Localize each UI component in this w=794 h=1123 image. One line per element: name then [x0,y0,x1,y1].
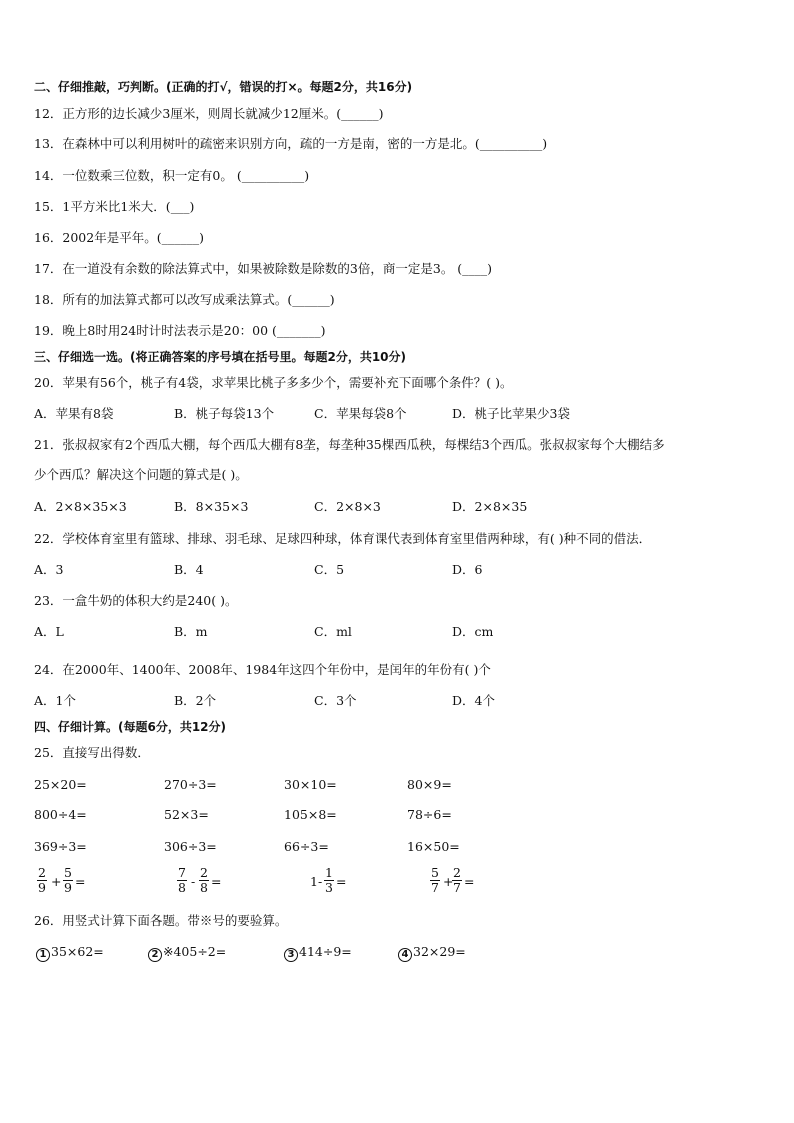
denominator: 8 [178,880,186,895]
circled-number: 1 [36,948,50,962]
question-23-options [34,623,554,641]
option-c: C．3个 [314,693,357,708]
mental-math-item: 306÷3= [164,839,217,854]
option-d: D．cm [452,624,494,639]
calc-expression: 35×62= [51,944,104,959]
section-2-heading: 二、仔细推敲，巧判断。(正确的打√，错误的打×。每题2分，共16分) [34,80,413,94]
mental-math-item: 369÷3= [34,839,87,854]
operator: + [443,874,454,889]
question-20-options [34,405,570,423]
question-25: 25．直接写出得数． [34,745,150,760]
numerator: 2 [200,865,208,880]
option-c: C．5 [314,562,345,577]
denominator: 8 [200,880,208,895]
mental-math-item: 16×50= [407,839,460,854]
option-d: D．2×8×35 [452,499,528,514]
option-a: A．3 [34,562,64,577]
denominator: 9 [38,880,46,895]
fraction [63,866,73,895]
mental-math-item: 25×20= [34,777,87,792]
numerator: 2 [453,865,461,880]
option-b: B．8×35×3 [174,499,249,514]
question-23: 23．一盒牛奶的体积大约是240( )。 [34,593,238,608]
question-24: 24．在2000年、1400年、2008年、1984年这四个年份中，是闰年的年份有( )个 [34,662,491,677]
fraction [452,866,462,895]
numerator: 5 [64,865,72,880]
fraction [199,866,209,895]
option-a: A．苹果有8袋 [34,406,114,421]
option-c: C．2×8×3 [314,499,381,514]
option-b: B．桃子每袋13个 [174,406,275,421]
question-18: 18．所有的加法算式都可以改写成乘法算式。(______) [34,292,335,307]
denominator: 7 [453,880,461,895]
vertical-calc-item [36,943,104,962]
question-20: 20．苹果有56个，桃子有4袋，求苹果比桃子多多少个，需要补充下面哪个条件？( )。 [34,375,513,390]
numerator: 5 [431,865,439,880]
circled-number: 3 [284,948,298,962]
numerator: 7 [178,865,186,880]
mental-math-item: 80×9= [407,777,452,792]
section-4-heading: 四、仔细计算。(每题6分，共12分) [34,720,227,734]
circled-number: 4 [398,948,412,962]
equals: = [211,874,222,889]
mental-math-item: 66÷3= [284,839,329,854]
question-13: 13．在森林中可以利用树叶的疏密来识别方向，疏的一方是南，密的一方是北。(__________) [34,136,548,151]
option-b: B．m [174,624,208,639]
leading-term: 1- [310,874,323,889]
fraction [324,866,334,895]
numerator: 1 [325,865,333,880]
denominator: 9 [64,880,72,895]
question-22-options [34,561,554,579]
option-b: B．4 [174,562,204,577]
operator: + [51,874,62,889]
mental-math-item: 30×10= [284,777,337,792]
section-3-heading: 三、仔细选一选。(将正确答案的序号填在括号里。每题2分，共10分) [34,350,407,364]
vertical-calc-item [284,943,352,962]
question-21-line-2: 少个西瓜？解决这个问题的算式是( )。 [34,467,248,482]
equals: = [75,874,86,889]
mental-math-item: 78÷6= [407,807,452,822]
question-15: 15．1平方米比1米大．(___) [34,199,195,214]
question-16: 16．2002年是平年。(______) [34,230,204,245]
vertical-calc-item [148,943,226,962]
question-24-options [34,692,554,710]
option-d: D．桃子比苹果少3袋 [452,406,570,421]
option-c: C．苹果每袋8个 [314,406,407,421]
option-b: B．2个 [174,693,217,708]
equals: = [464,874,475,889]
equals: = [336,874,347,889]
question-22: 22．学校体育室里有篮球、排球、羽毛球、足球四种球，体育课代表到体育室里借两种球，有( )种不同的借法． [34,531,652,546]
calc-expression: 32×29= [413,944,466,959]
mental-math-item: 270÷3= [164,777,217,792]
question-21-options [34,498,554,516]
option-a: A．1个 [34,693,76,708]
option-d: D．4个 [452,693,495,708]
numerator: 2 [38,865,46,880]
option-c: C．ml [314,624,352,639]
denominator: 3 [325,880,333,895]
mental-math-item: 800÷4= [34,807,87,822]
question-19: 19．晚上8时用24时计时法表示是20：00 (_______) [34,323,326,338]
fraction [430,866,440,895]
mental-math-item: 105×8= [284,807,337,822]
calc-expression: 414÷9= [299,944,352,959]
circled-number: 2 [148,948,162,962]
question-21-line-1: 21．张叔叔家有2个西瓜大棚，每个西瓜大棚有8垄，每垄种35棵西瓜秧，每棵结3个西瓜。张叔叔家每个大棚结多 [34,437,665,452]
question-14: 14．一位数乘三位数，积一定有0。 (__________) [34,168,310,183]
fraction [177,866,187,895]
operator: - [191,874,196,889]
question-17: 17．在一道没有余数的除法算式中，如果被除数是除数的3倍，商一定是3。 (____) [34,261,493,276]
option-a: A．2×8×35×3 [34,499,127,514]
mental-math-item: 52×3= [164,807,209,822]
fraction [37,866,47,895]
option-a: A．L [34,624,64,639]
calc-expression: ※405÷2= [163,944,227,959]
denominator: 7 [431,880,439,895]
question-26: 26．用竖式计算下面各题。带※号的要验算。 [34,913,288,928]
option-d: D．6 [452,562,483,577]
question-12: 12．正方形的边长减少3厘米，则周长就减少12厘米。(______) [34,106,384,121]
vertical-calc-item [398,943,466,962]
